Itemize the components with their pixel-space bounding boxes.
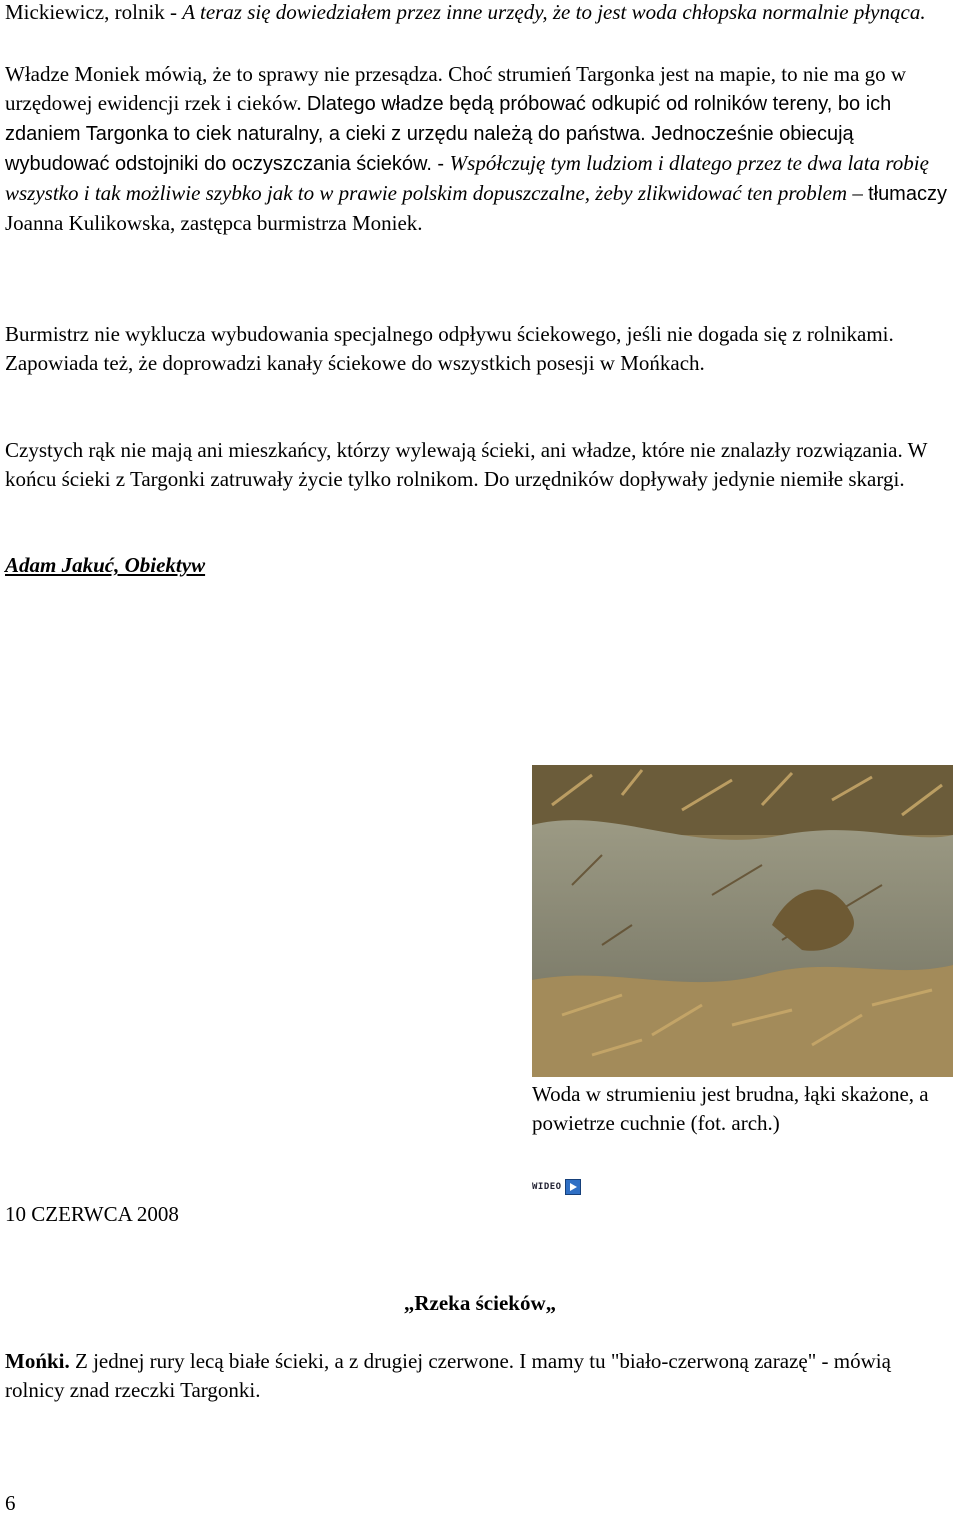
article-date: 10 CZERWCA 2008 [5, 1202, 179, 1226]
text-segment-sans: Dlatego władze będą próbować odkupić od rolników tereny, bo ich zdaniem Targonka to ciek naturalny, a cieki z urzędu należą do państwa. Jednocześnie obiecują wybudować odstojniki do oczyszczania ścieków. - [5, 93, 892, 175]
author-byline: Adam Jakuć, Obiektyw [5, 553, 206, 577]
text-segment: Władze Moniek mówią, że to sprawy nie przesądza. Choć strumień Targonka jest na mapie, to nie ma go w urzędowej ewidencji rzek i cieków. [5, 62, 907, 115]
paragraph-authorities [5, 60, 953, 238]
text-segment-sans: tłumaczy [868, 183, 947, 205]
paragraph-conclusion: Czystych rąk nie mają ani mieszkańcy, którzy wylewają ścieki, ani władze, które nie znalazły rozwiązania. W końcu ścieki z Targonki zatruwały życie tylko rolnikom. Do urzędników dopływały jedynie niemiłe skargi. [5, 438, 928, 491]
video-label: WIDEO [532, 1182, 562, 1192]
paragraph-mayor: Burmistrz nie wyklucza wybudowania specjalnego odpływu ściekowego, jeśli nie dogada się z rolnikami. Zapowiada też, że doprowadzi kanały ściekowe do wszystkich posesji w Mońkach. [5, 322, 894, 375]
paragraph-quote-mickiewicz [5, 0, 953, 27]
video-link[interactable] [532, 1179, 581, 1195]
quote: A teraz się dowiedziałem przez inne urzędy, że to jest woda chłopska normalnie płynąca. [182, 0, 926, 24]
text-segment: Z jednej rury lecą białe ścieki, a z drugiej czerwone. I mamy tu "biało-czerwoną zarazę" - mówią rolnicy znad rzeczki Targonki. [5, 1349, 891, 1402]
dateline: Mońki. [5, 1349, 70, 1373]
play-icon[interactable] [565, 1179, 581, 1195]
paragraph-lead [5, 1347, 953, 1405]
page-number: 6 [5, 1491, 16, 1515]
text-segment: – [847, 181, 869, 205]
photo-caption: Woda w strumieniu jest brudna, łąki skażone, a powietrze cuchnie (fot. arch.) [532, 1082, 929, 1135]
quote: Współczuję tym ludziom i dlatego przez te dwa lata robię wszystko i tak możliwie szybko jak to w prawie polskim dopuszczalne, żeby zlikwidować ten problem [5, 151, 929, 205]
photo-polluted-field [532, 765, 953, 1077]
article-headline: „Rzeka ścieków„ [403, 1291, 557, 1315]
speaker: Mickiewicz, rolnik - [5, 0, 183, 24]
text-segment: Joanna Kulikowska, zastępca burmistrza Moniek. [5, 211, 423, 235]
